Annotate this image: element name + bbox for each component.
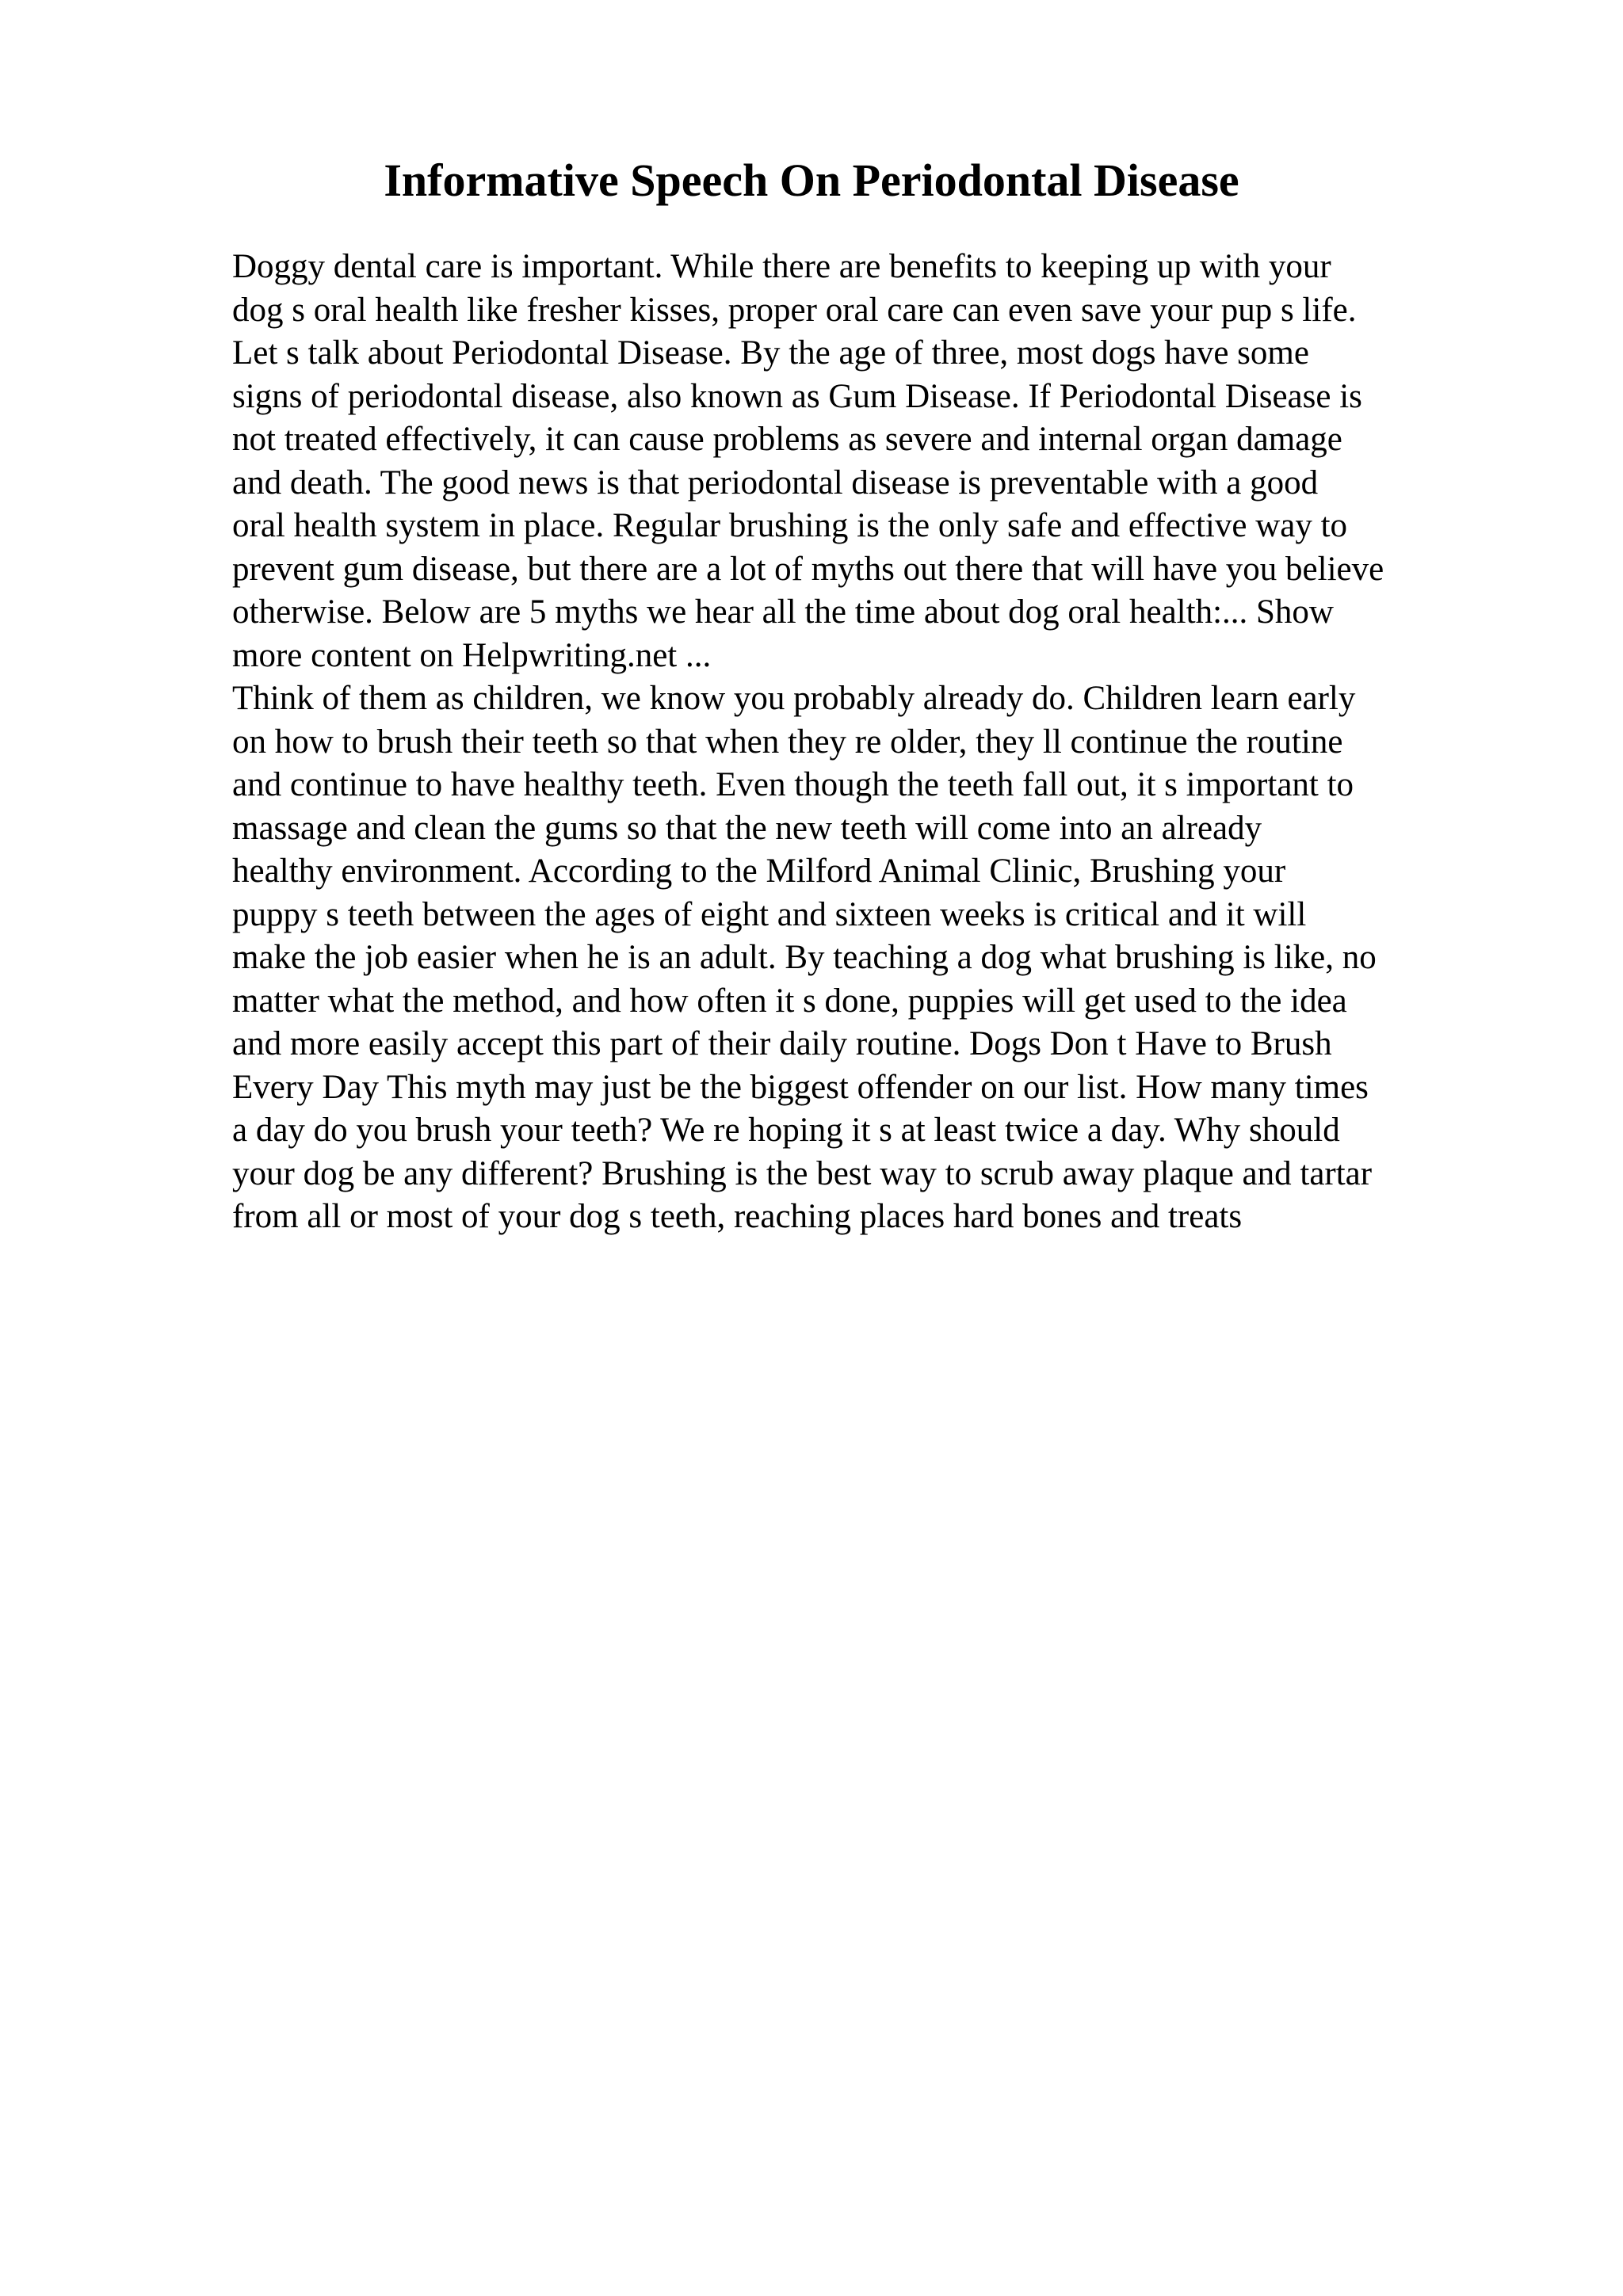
body-line: dog s oral health like fresher kisses, proper oral care can even save your pup s life.: [232, 291, 1357, 329]
body-line: Think of them as children, we know you probably already do. Children learn early: [232, 680, 1356, 717]
body-line: oral health system in place. Regular brushing is the only safe and effective way to: [232, 507, 1348, 544]
body-line: your dog be any different? Brushing is the best way to scrub away plaque and tartar: [232, 1154, 1373, 1192]
body-line: prevent gum disease, but there are a lot of myths out there that will have you believe: [232, 550, 1384, 588]
document-body: [232, 246, 1500, 1239]
body-line: massage and clean the gums so that the new teeth will come into an already: [232, 809, 1262, 847]
body-line: and death. The good news is that periodontal disease is preventable with a good: [232, 463, 1319, 502]
body-line: make the job easier when he is an adult. By teaching a dog what brushing is like, no: [232, 939, 1377, 976]
body-line: more content on Helpwriting.net ...: [232, 636, 712, 674]
body-line: not treated effectively, it can cause problems as severe and internal organ damage: [232, 421, 1342, 458]
body-line: and more easily accept this part of their daily routine. Dogs Don t Have to Brush: [232, 1025, 1332, 1062]
body-line: puppy s teeth between the ages of eight and sixteen weeks is critical and it will: [232, 895, 1307, 933]
body-line: from all or most of your dog s teeth, reaching places hard bones and treats: [232, 1198, 1243, 1235]
document-title: Informative Speech On Periodontal Disease: [384, 154, 1239, 206]
body-line: a day do you brush your teeth? We re hoping it s at least twice a day. Why should: [232, 1112, 1340, 1149]
body-line: Let s talk about Periodontal Disease. By the age of three, most dogs have some: [232, 334, 1309, 372]
body-line: Every Day This myth may just be the biggest offender on our list. How many times: [232, 1068, 1369, 1106]
body-line: healthy environment. According to the Milford Animal Clinic, Brushing your: [232, 852, 1286, 890]
body-line: Doggy dental care is important. While there are benefits to keeping up with your: [232, 248, 1331, 285]
body-line: matter what the method, and how often it s done, puppies will get used to the idea: [232, 982, 1347, 1020]
body-line: and continue to have healthy teeth. Even though the teeth fall out, it s important to: [232, 766, 1354, 803]
body-line: otherwise. Below are 5 myths we hear all the time about dog oral health:... Show: [232, 593, 1334, 631]
body-line: on how to brush their teeth so that when they re older, they ll continue the routine: [232, 723, 1343, 761]
body-line: signs of periodontal disease, also known as Gum Disease. If Periodontal Disease is: [232, 377, 1362, 415]
